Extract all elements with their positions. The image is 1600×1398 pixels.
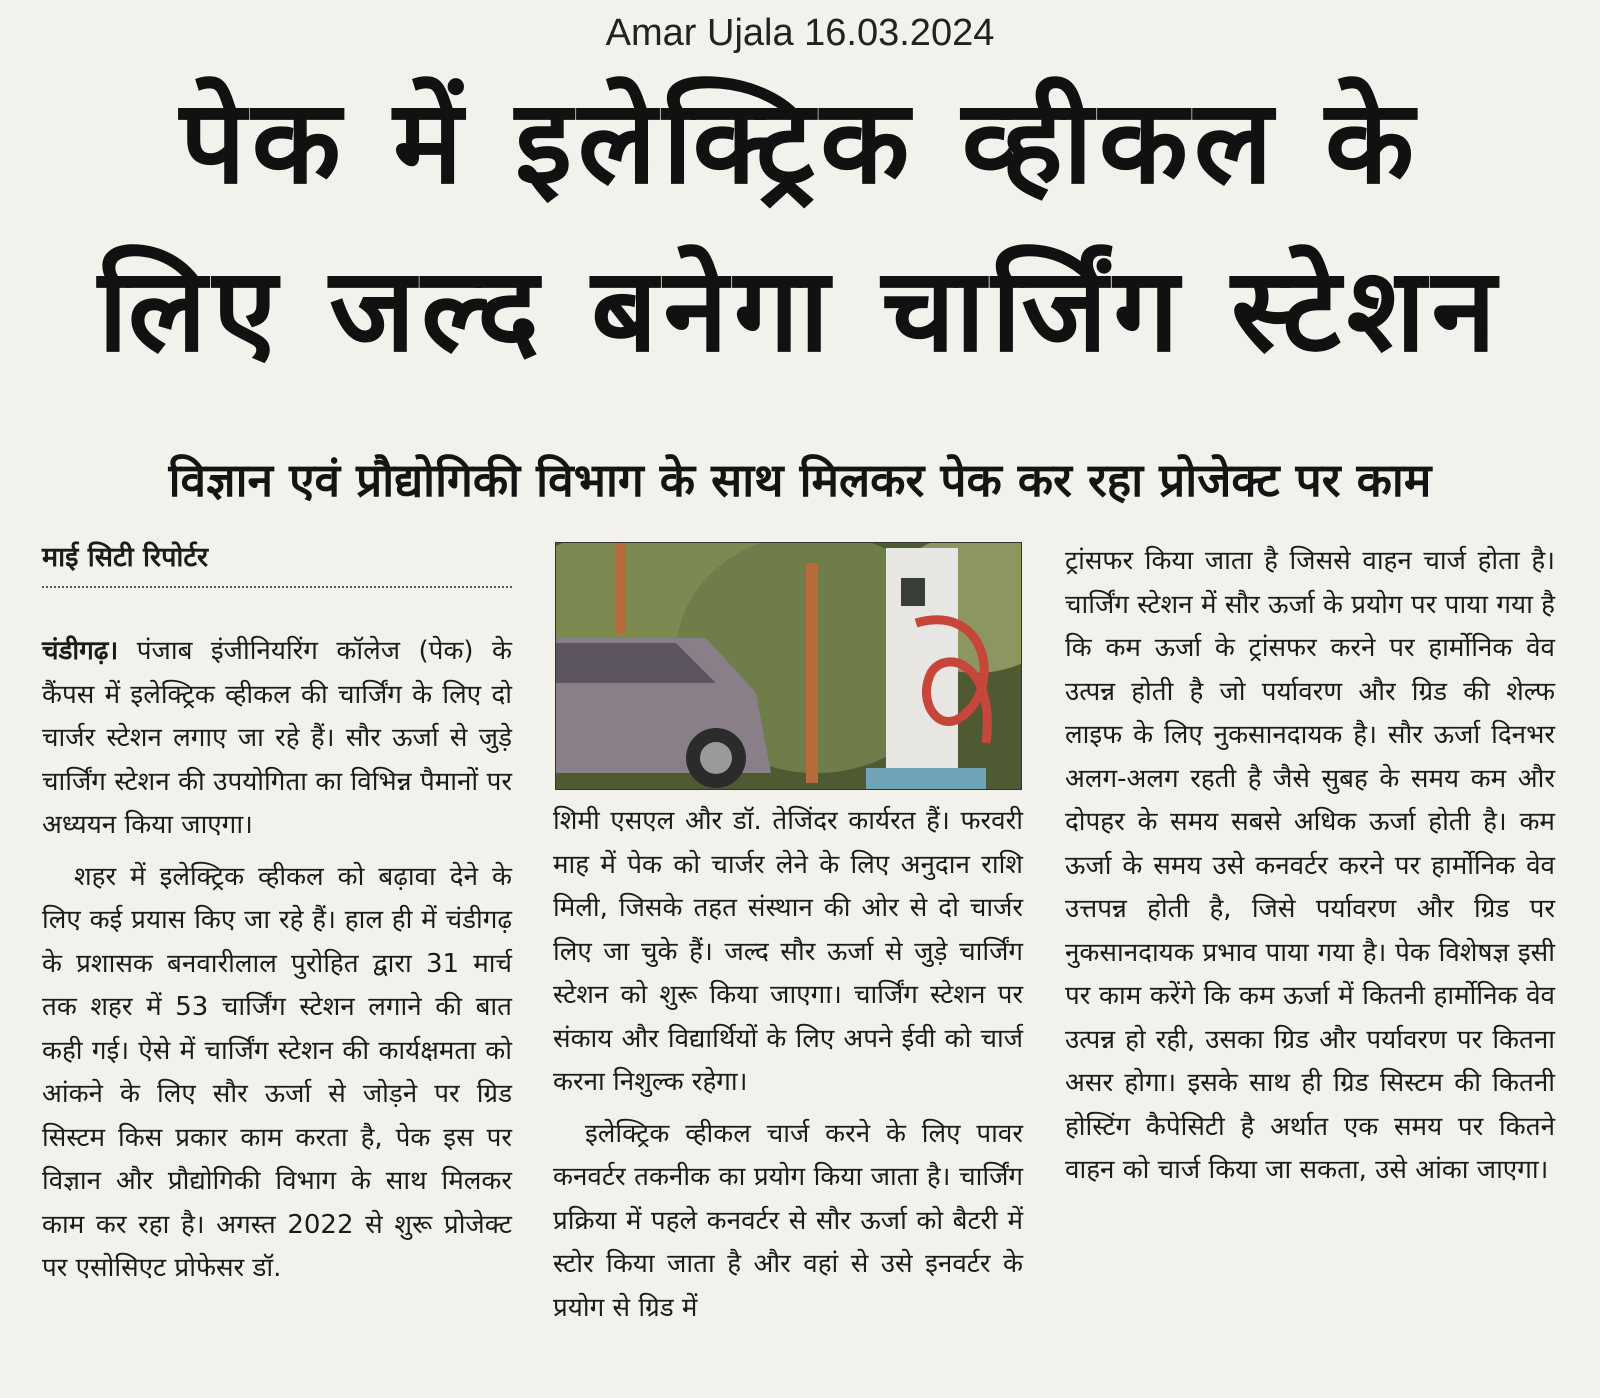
charger-screen — [901, 578, 925, 606]
photo-ev-charging-station — [555, 542, 1022, 790]
dateline: चंडीगढ़। — [42, 636, 119, 666]
paragraph-2: शहर में इलेक्ट्रिक व्हीकल को बढ़ावा देने के लिए कई प्रयास किए जा रहे हैं। हाल ही में चंडीगढ़ के प्रशासक बनवारीलाल पुरोहित द्वारा 31 मार्च तक शहर में 53 चार्जिंग स्टेशन लगाने की बात कही गई। ऐसे में चार्जिंग स्टेशन की कार्यक्षमता को आंकने के लिए सौर ऊर्जा से जोड़ने पर ग्रिड सिस्टम किस प्रकार काम करता है, पेक इस पर विज्ञान और प्रौद्योगिकी विभाग के साथ मिलकर काम कर रहा है। अगस्त 2022 से शुरू प्रोजेक्ट पर एसोसिएट प्रोफेसर डॉ. — [42, 861, 512, 1283]
paragraph-1-text: पंजाब इंजीनियरिंग कॉलेज (पेक) के कैंपस में इलेक्ट्रिक व्हीकल की चार्जिंग के लिए दो चार्जर स्टेशन लगाए जा रहे हैं। सौर ऊर्जा से जुड़े चार्जिंग स्टेशन की उपयोगिता का विभिन्न पैमानों पर अध्ययन किया जाएगा। — [42, 636, 512, 840]
article-column-2 — [553, 800, 1023, 1330]
headline-line-2: लिए जल्द बनेगा चार्जिंग स्टेशन — [98, 243, 1502, 378]
tree-trunk-2 — [806, 563, 818, 783]
byline: माई सिटी रिपोर्टर — [42, 538, 512, 588]
paragraph-3: शिमी एसएल और डॉ. तेजिंदर कार्यरत हैं। फरवरी माह में पेक को चार्जर लेने के लिए अनुदान राशि मिली, जिसके तहत संस्थान की ओर से दो चार्जर लिए जा चुके हैं। जल्द सौर ऊर्जा से जुड़े चार्जिंग स्टेशन को शुरू किया जाएगा। चार्जिंग स्टेशन पर संकाय और विद्यार्थियों के लिए अपने ईवी को चार्ज करना निशुल्क रहेगा। — [553, 806, 1023, 1097]
source-line: Amar Ujala 16.03.2024 — [605, 12, 995, 54]
paragraph-1 — [42, 630, 512, 848]
article-column-1 — [42, 630, 512, 1291]
article-column-3 — [1065, 540, 1555, 1193]
headline-line-1: पेक में इलेक्ट्रिक व्हीकल के — [179, 75, 1421, 210]
car-hub — [700, 742, 732, 774]
subheadline: विज्ञान एवं प्रौद्योगिकी विभाग के साथ मिलकर पेक कर रहा प्रोजेक्ट पर काम — [168, 453, 1432, 507]
photo-illustration — [556, 543, 1021, 789]
tree-trunk — [616, 543, 626, 633]
paragraph-4: इलेक्ट्रिक व्हीकल चार्ज करने के लिए पावर कनवर्टर तकनीक का प्रयोग किया जाता है। चार्जिंग प्रक्रिया में पहले कनवर्टर से सौर ऊर्जा को बैटरी में स्टोर किया जाता है और वहां से उसे इनवर्टर के प्रयोग से ग्रिड में — [553, 1118, 1023, 1323]
paragraph-5: ट्रांसफर किया जाता है जिससे वाहन चार्ज होता है। चार्जिंग स्टेशन में सौर ऊर्जा के प्रयोग पर पाया गया है कि कम ऊर्जा के ट्रांसफर करने पर हार्मोनिक वेव उत्पन्न होती है जो पर्यावरण और ग्रिड की शेल्फ लाइफ के लिए नुकसानदायक है। सौर ऊर्जा दिनभर अलग-अलग रहती है जैसे सुबह के समय कम और दोपहर के समय सबसे अधिक ऊर्जा होती है। कम ऊर्जा के समय उसे कनवर्टर करने पर हार्मोनिक वेव उत्तपन्न होती है, जिसे पर्यावरण और ग्रिड पर नुकसानदायक प्रभाव पाया गया है। पेक विशेषज्ञ इसी पर काम करेंगे कि कम ऊर्जा में कितनी हार्मोनिक वेव उत्पन्न हो रही, उसका ग्रिड और पर्यावरण पर कितना असर होगा। इसके साथ ही ग्रिड सिस्टम की कितनी होस्टिंग कैपेसिटी है अर्थात एक समय पर कितने वाहन को चार्ज किया जा सकता, उसे आंका जाएगा। — [1065, 546, 1555, 1185]
floor-marking — [866, 768, 986, 789]
